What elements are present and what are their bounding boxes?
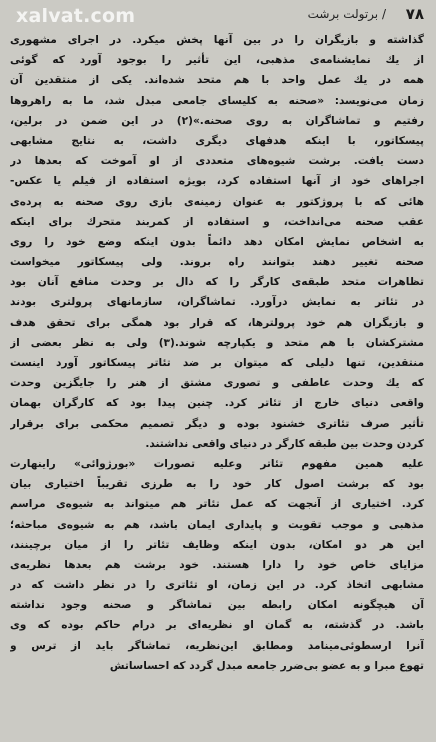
- text-line: به اشخاص نمایش امکان دهد دائماً بدون اینکه وضع خود را روی: [10, 235, 424, 248]
- text-line: تهوع مبرا و به عضو بی‌ضرر جامعه مبدل گردد که احساساتش: [109, 659, 424, 672]
- text-line: باشد. در گذشته، به گمان او نظریه‌ای بر درام حاکم بوده که وی: [10, 619, 424, 632]
- text-line: مشترکشان با هم متحد و یکپارچه شوند.(۳) ولی به نظر بعضی از: [10, 336, 424, 349]
- text-line: تأثیر صرف تئاتری خشنود بوده و دیگر تصمیم محکمی برای برقرار: [10, 417, 424, 430]
- page-header: [10, 5, 426, 27]
- text-line: آن هیچگونه امکان رابطه بین تماشاگر و صحنه وجود نداشته: [10, 599, 424, 612]
- text-line: صحنه تغییر دهند بتوانند راه بروند. ولی پیسکاتور میخواست: [10, 256, 424, 269]
- text-line: دست یافت. برشت شیوه‌های متعددی از او آموخت که بعدها در: [10, 155, 424, 168]
- watermark-logo: xalvat.com: [16, 5, 136, 27]
- text-line: هائی که با پروژکتور به عنوان زمینه‌ی بازی روی صحنه به پرده‌ی: [10, 195, 424, 208]
- text-line: مشابهی اتخاذ کرد. در این زمان، او تئاتری را در نظر داشت که در: [10, 579, 424, 592]
- text-line: این هر دو امکان، بدون اینکه وظایف تئاتر را از میان برچینند،: [10, 538, 424, 551]
- text-line: مذهبی و موجب تقویت و پایداری ایمان باشد، هم به شیوه‌ی مباحثه؛: [10, 518, 424, 531]
- text-line: گذاشته و بازیگران را در بین آنها پخش میکرد. در اجرای مشهوری: [10, 34, 424, 46]
- text-line: آنرا ارسطوئی‌مینامد ومطابق این‌نظریه، تماشاگر باید از ترس و: [10, 639, 424, 652]
- text-line: زمان می‌نویسد: «صحنه به کلیسای جامعی مبدل شد، ما به راهروها: [10, 94, 424, 107]
- text-line: کردن وحدت بین طبقه کارگر در دنیای واقعی نداشتند.: [145, 437, 424, 450]
- text-line: که یك وحدت عاطفی و تصوری مشتق از هنر را جایگزین وحدت: [10, 377, 424, 390]
- page-number: ۷۸: [405, 5, 424, 23]
- text-line: پیسکاتور، با اینکه هدفهای دیگری داشت، به نتایج مشابهی: [10, 134, 424, 147]
- text-line: رفتیم و تماشاگران به روی صحنه.»(۲) در این ضمن در برلین،: [10, 114, 424, 127]
- text-line: در تئاتر به نمایش درآورد. تماشاگران، سازمانهای پرولتری بودند: [10, 296, 424, 309]
- text-line: همه در یك عمل واحد با هم متحد شده‌اند. یکی از منتقدین آن: [10, 74, 424, 87]
- text-line: از یك نمایشنامه‌ی مذهبی، این تأثیر را بوجود آورد که گوئی: [10, 54, 424, 67]
- text-line: واقعی دنیای خارج از تئاتر کرد. چنین پیدا بود که کارگران بهمان: [10, 397, 424, 410]
- text-line: علیه همین مفهوم تئاتر وعلیه تصورات «بورژوائی» راینهارت: [10, 457, 424, 470]
- text-line: اجراهای خود از آنها استفاده کرد، بویژه استفاده از فیلم یا عکس-: [10, 175, 424, 188]
- text-line: و بازیگران هم خود پرولترها، که قرار بود همگی برای تحقق هدف: [10, 316, 424, 329]
- text-line: مزایای خاص خود را دارا هستند. خود برشت هم بعدها نظریه‌ی: [10, 558, 424, 571]
- page-body-text: [10, 30, 424, 676]
- text-line: منتقدین، تنها دلیلی که میتوان بر ضد تئاتر پیسکاتور آورد اینست: [10, 357, 424, 369]
- text-line: بود که برشت اصول کار خود را به طرزی تقریباً اختیاری بیان: [10, 478, 424, 491]
- text-line: کرد. اختیاری از آنجهت که عمل تئاتر هم میتواند به شیوه‌ی مراسم: [10, 498, 424, 511]
- running-title: / برتولت برشت: [307, 7, 386, 21]
- text-line: تظاهرات متحد طبقه‌ی کارگر را که دال بر وحدت منافع آنان بود: [10, 276, 424, 289]
- text-line: عقب صحنه می‌انداخت، و استفاده از کمربند متحرك برای اینکه: [10, 215, 424, 228]
